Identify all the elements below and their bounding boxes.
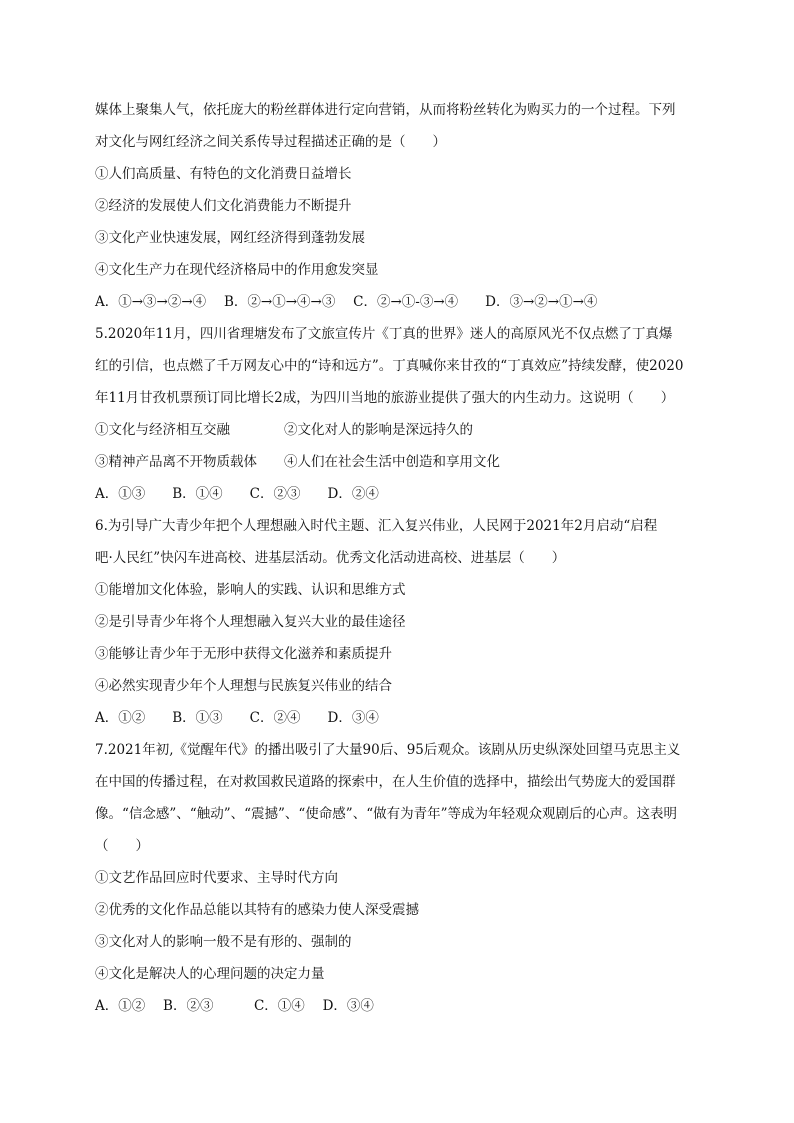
q7-option-1: ①文艺作品回应时代要求、主导时代方向 xyxy=(95,870,338,886)
q7-option-3: ③文化对人的影响一般不是有形的、强制的 xyxy=(95,934,352,950)
q7-stem-line-3: 像。“信念感”、“触动”、“震撼”、“使命感”、“做有为青年”等成为年轻观众观剧后的心声。这表明 xyxy=(95,806,678,822)
q7-stem-line-2: 在中国的传播过程，在对救国救民道路的探索中，在人生价值的选择中，描绘出气势庞大的爱国群 xyxy=(95,774,676,790)
q6-answer-choices: A．①② B．①③ C．②④ D．③④ xyxy=(95,710,379,726)
q4-stem-line-2: 对文化与网红经济之间关系传导过程描述正确的是（ ） xyxy=(95,134,446,150)
q4-answer-choices: A．①→③→②→④ B．②→①→④→③ C．②→①-③→④ D．③→②→①→④ xyxy=(95,294,598,310)
q6-option-2: ②是引导青少年将个人理想融入复兴大业的最佳途径 xyxy=(95,614,406,630)
q6-stem-line-2: 吧·人民红”快闪车进高校、进基层活动。优秀文化活动进高校、进基层（ ） xyxy=(95,550,566,566)
q5-stem-line-1: 5.2020年11月，四川省理塘发布了文旅宣传片《丁真的世界》迷人的高原风光不仅点燃了丁真爆 xyxy=(95,326,673,342)
q7-answer-choices: A．①② B．②③ C．①④ D．③④ xyxy=(95,998,374,1014)
q5-options-row-2: ③精神产品离不开物质载体 ④人们在社会生活中创造和享用文化 xyxy=(95,454,500,470)
q4-stem-line-1: 媒体上聚集人气，依托庞大的粉丝群体进行定向营销，从而将粉丝转化为购买力的一个过程。下列 xyxy=(95,102,676,118)
q7-stem-line-4: （ ） xyxy=(95,838,149,854)
q4-option-4: ④文化生产力在现代经济格局中的作用愈发突显 xyxy=(95,262,379,278)
q5-stem-line-3: 年11月甘孜机票预订同比增长2成，为四川当地的旅游业提供了强大的内生动力。这说明（ ） xyxy=(95,390,675,406)
q6-stem-line-1: 6.为引导广大青少年把个人理想融入时代主题、汇入复兴伟业，人民网于2021年2月启动“启程 xyxy=(95,518,658,534)
q7-option-4: ④文化是解决人的心理问题的决定力量 xyxy=(95,966,325,982)
q4-option-3: ③文化产业快速发展，网红经济得到蓬勃发展 xyxy=(95,230,365,246)
q7-stem-line-1: 7.2021年初,《觉醒年代》的播出吸引了大量90后、95后观众。该剧从历史纵深处回望马克思主义 xyxy=(95,742,681,758)
q5-answer-choices: A．①③ B．①④ C．②③ D．②④ xyxy=(95,486,379,502)
q5-stem-line-2: 红的引信，也点燃了千万网友心中的“诗和远方”。丁真喊你来甘孜的“丁真效应”持续发酵，使2020 xyxy=(95,358,684,374)
q6-option-3: ③能够让青少年于无形中获得文化滋养和素质提升 xyxy=(95,646,392,662)
q5-options-row-1: ①文化与经济相互交融 ②文化对人的影响是深远持久的 xyxy=(95,422,473,438)
q6-option-4: ④必然实现青少年个人理想与民族复兴伟业的结合 xyxy=(95,678,392,694)
q4-option-1: ①人们高质量、有特色的文化消费日益增长 xyxy=(95,166,352,182)
q4-option-2: ②经济的发展使人们文化消费能力不断提升 xyxy=(95,198,352,214)
q7-option-2: ②优秀的文化作品总能以其特有的感染力使人深受震撼 xyxy=(95,902,419,918)
q6-option-1: ①能增加文化体验，影响人的实践、认识和思维方式 xyxy=(95,582,406,598)
